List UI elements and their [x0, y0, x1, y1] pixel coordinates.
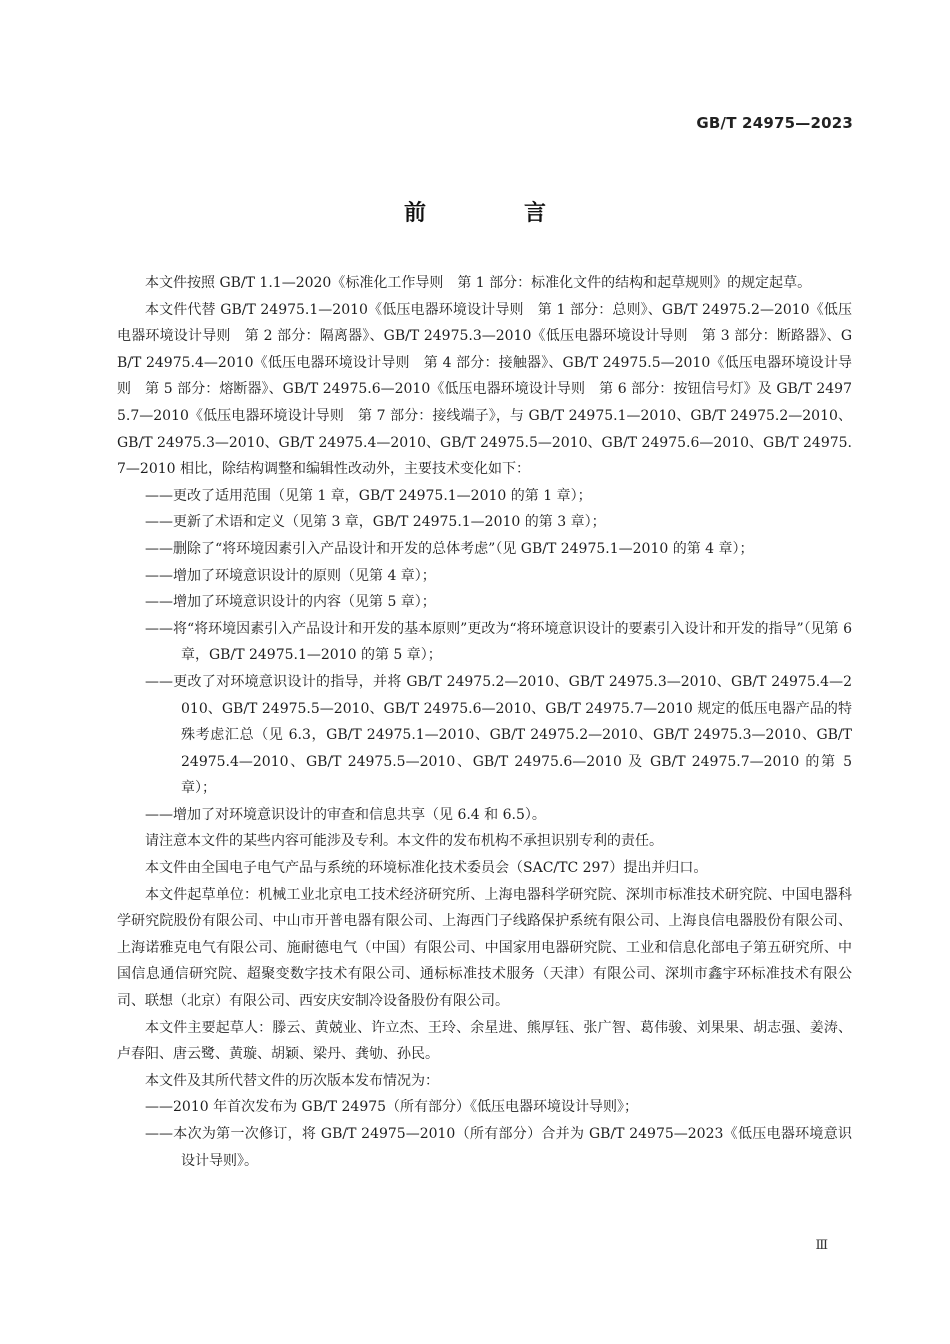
change-item: ——增加了环境意识设计的内容（见第 5 章）；: [145, 594, 436, 611]
preface-body: [117, 270, 852, 1174]
paragraph-committee: 本文件由全国电子电气产品与系统的环境标准化技术委员会（SAC/TC 297）提出并归口。: [145, 860, 708, 877]
page-number: Ⅲ: [815, 1238, 828, 1253]
history-item: ——2010 年首次发布为 GB/T 24975（所有部分）《低压电器环境设计导则》；: [145, 1099, 639, 1116]
paragraph-drafters: 本文件主要起草人：滕云、黄兢业、许立杰、王玲、余星进、熊厚钰、张广智、葛伟骏、刘果果、胡志强、姜涛、卢春阳、唐云鹭、黄璇、胡颖、梁丹、龚劬、孙民。: [117, 1019, 852, 1063]
paragraph-replacement: 本文件代替 GB/T 24975.1—2010《低压电器环境设计导则 第 1 部分：总则》、GB/T 24975.2—2010《低压电器环境设计导则 第 2 部分：隔离器》、GB/T 24975.3—2010《低压电器环境设计导则 第 3 部分：断路器》、GB/T 24975.4—2010《低压电器环境设计导则 第 4 部分：接触器》、GB/T 24975.5—2010《低压电器环境设计导则 第 5 部分：熔断器》、GB/T 24975.6—2010《低压电器环境设计导则 第 6 部分：按钮信号灯》及 GB/T 24975.7—2010《低压电器环境设计导则 第 7 部分：接线端子》，与 GB/T 24975.1—2010、GB/T 24975.2—2010、GB/T 24975.3—2010、GB/T 24975.4—2010、GB/T 24975.5—2010、GB/T 24975.6—2010、GB/T 24975.7—2010 相比，除结构调整和编辑性改动外，主要技术变化如下：: [117, 301, 852, 478]
change-item: ——增加了对环境意识设计的审查和信息共享（见 6.4 和 6.5）。: [145, 806, 546, 823]
change-item: ——更改了适用范围（见第 1 章，GB/T 24975.1—2010 的第 1 章）；: [145, 487, 592, 504]
change-item: ——将“将环境因素引入产品设计和开发的基本原则”更改为“将环境意识设计的要素引入设计和开发的指导”（见第 6 章，GB/T 24975.1—2010 的第 5 章）；: [145, 620, 852, 664]
paragraph-patent-notice: 请注意本文件的某些内容可能涉及专利。本文件的发布机构不承担识别专利的责任。: [145, 833, 663, 850]
change-item: ——更新了术语和定义（见第 3 章，GB/T 24975.1—2010 的第 3 章）；: [145, 514, 606, 531]
change-item: ——增加了环境意识设计的原则（见第 4 章）；: [145, 567, 436, 584]
history-item: ——本次为第一次修订，将 GB/T 24975—2010（所有部分）合并为 GB/T 24975—2023《低压电器环境意识设计导则》。: [145, 1126, 852, 1169]
change-item: ——更改了对环境意识设计的指导，并将 GB/T 24975.2—2010、GB/T 24975.3—2010、GB/T 24975.4—2010、GB/T 24975.5—2010、GB/T 24975.6—2010、GB/T 24975.7—2010 规定的低压电器产品的特殊考虑汇总（见 6.3，GB/T 24975.1—2010、GB/T 24975.2—2010、GB/T 24975.3—2010、GB/T 24975.4—2010、GB/T 24975.5—2010、GB/T 24975.6—2010 及 GB/T 24975.7—2010 的第 5 章）；: [145, 673, 852, 797]
change-item: ——删除了“将环境因素引入产品设计和开发的总体考虑”（见 GB/T 24975.1—2010 的第 4 章）；: [145, 540, 754, 557]
page-title: 前 言: [403, 201, 584, 226]
standard-number: GB/T 24975—2023: [696, 114, 853, 132]
paragraph-drafting-rules: 本文件按照 GB/T 1.1—2020《标准化工作导则 第 1 部分：标准化文件的结构和起草规则》的规定起草。: [145, 275, 812, 291]
paragraph-history-intro: 本文件及其所代替文件的历次版本发布情况为：: [145, 1072, 439, 1089]
paragraph-drafting-units: 本文件起草单位：机械工业北京电工技术经济研究所、上海电器科学研究院、深圳市标准技术研究院、中国电器科学研究院股份有限公司、中山市开普电器有限公司、上海西门子线路保护系统有限公司、上海良信电器股份有限公司、上海诺雅克电气有限公司、施耐德电气（中国）有限公司、中国家用电器研究院、工业和信息化部电子第五研究所、中国信息通信研究院、超聚变数字技术有限公司、通标标准技术服务（天津）有限公司、深圳市鑫宇环标准技术有限公司、联想（北京）有限公司、西安庆安制冷设备股份有限公司。: [117, 886, 852, 1010]
